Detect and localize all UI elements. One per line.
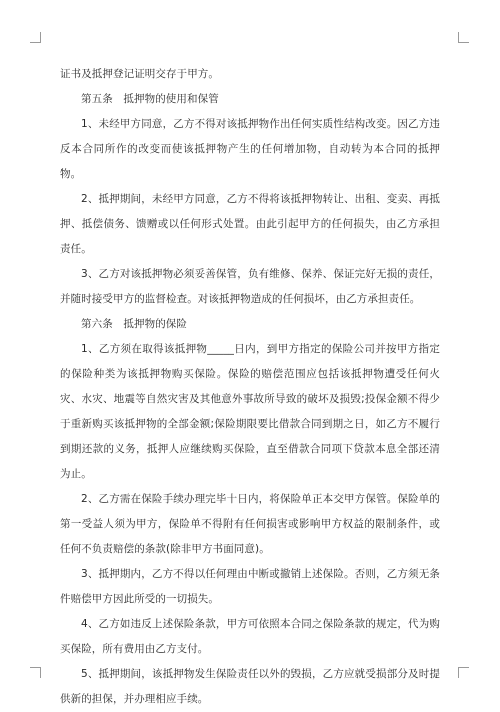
- page-corner-mark-top-right: [458, 32, 469, 43]
- article-6-clause-3: 3、抵押期内，乙方不得以任何理由中断或撤销上述保险。否则，乙方须无条件赔偿甲方因此所受的一切损失。: [60, 568, 440, 605]
- article-5-clause-3: 3、乙方对该抵押物必须妥善保管，负有维修、保养、保证完好无损的责任，并随时接受甲方的监督检查。对该抵押物造成的任何损坏，由乙方承担责任。: [60, 268, 440, 305]
- article-6-clause-5: 5、抵押期间，该抵押物发生保险责任以外的毁损，乙方应就受损部分及时提供新的担保，并办理相应手续。: [60, 668, 440, 705]
- page-corner-mark-bottom-right: [458, 667, 469, 678]
- article-5-heading: 第五条 抵押物的使用和保管: [81, 93, 219, 105]
- article-5-clause-1: 1、未经甲方同意，乙方不得对该抵押物作出任何实质性结构改变。因乙方违反本合同所作的改变而使该抵押物产生的任何增加物，自动转为本合同的抵押物。: [60, 118, 440, 180]
- document-page: [60, 62, 440, 712]
- article-5-clause-2: 2、抵押期间，未经甲方同意，乙方不得将该抵押物转让、出租、变卖、再抵押、抵偿债务、馈赠或以任何形式处置。由此引起甲方的任何损失，由乙方承担责任。: [60, 193, 440, 255]
- article-6-clause-4: 4、乙方如违反上述保险条款，甲方可依照本合同之保险条款的规定，代为购买保险，所有费用由乙方支付。: [60, 618, 440, 655]
- article-6-heading: 第六条 抵押物的保险: [81, 318, 187, 330]
- paragraph-continuation: 证书及抵押登记证明交存于甲方。: [60, 68, 219, 80]
- page-corner-mark-bottom-left: [30, 667, 41, 678]
- article-6-clause-2: 2、乙方需在保险手续办理完毕十日内，将保险单正本交甲方保管。保险单的第一受益人须为甲方，保险单不得附有任何损害或影响甲方权益的限制条件，或任何不负责赔偿的条款(除非甲方书面同意)。: [60, 493, 440, 555]
- page-corner-mark-top-left: [30, 32, 41, 43]
- article-6-clause-1: 1、乙方须在取得该抵押物_____日内，到甲方指定的保险公司并按甲方指定的保险种类为该抵押物购买保险。保险的赔偿范围应包括该抵押物遭受任何火灾、水灾、地震等自然灾害及其他意外事故所导致的破坏及损毁;投保金额不得少于重新购买该抵押物的全部金额;保险期限要比借款合同到期之日，如乙方不履行到期还款的义务，抵押人应继续购买保险，直至借款合同项下贷款本息全部还清为止。: [60, 343, 440, 480]
